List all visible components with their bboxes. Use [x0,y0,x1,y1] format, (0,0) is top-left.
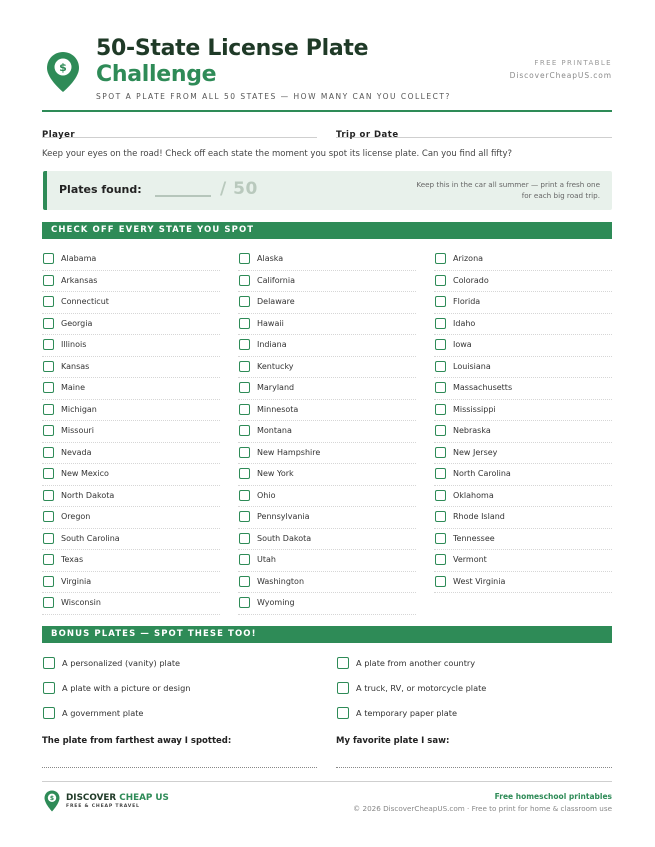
checkbox[interactable] [239,361,250,372]
checkbox[interactable] [239,296,250,307]
checkbox[interactable] [435,296,446,307]
state-label: Maine [61,383,86,392]
state-item[interactable] [238,292,416,314]
trip-date-field[interactable] [336,122,612,138]
header [42,36,612,102]
state-item[interactable] [238,529,416,551]
checkbox[interactable] [43,296,54,307]
state-label: Colorado [453,275,489,285]
favorite-plate-write-line[interactable] [336,767,612,768]
checkbox[interactable] [239,404,250,415]
dollar-location-pin-icon [46,51,80,93]
bonus-item-label: A personalized (vanity) plate [62,658,181,668]
checkbox[interactable] [239,554,250,565]
checkbox[interactable] [43,382,54,393]
state-item[interactable] [42,507,220,529]
state-item[interactable] [238,550,416,572]
bonus-item-label: A plate from another country [356,658,476,668]
checkbox[interactable] [435,425,446,436]
title-line-1: 50-State License Plate [96,36,369,61]
state-item[interactable] [434,378,612,400]
checkbox[interactable] [43,339,54,350]
state-item[interactable] [42,378,220,400]
state-item[interactable] [42,314,220,336]
state-item[interactable] [238,400,416,422]
state-item[interactable] [434,271,612,293]
svg-text:$: $ [49,795,55,802]
checkbox[interactable] [43,490,54,501]
checkbox[interactable] [43,275,54,286]
checkbox[interactable] [43,511,54,522]
state-item[interactable] [238,572,416,594]
state-label: Georgia [61,318,93,328]
state-label: Massachusetts [453,383,513,392]
state-item[interactable] [434,335,612,357]
state-label: Montana [257,426,292,435]
state-label: Alabama [61,254,97,263]
state-item[interactable] [434,464,612,486]
state-label: Utah [257,555,276,564]
state-label: New Jersey [453,447,498,457]
svg-text:$: $ [59,61,67,74]
checkbox[interactable] [239,576,250,587]
state-label: Kansas [61,361,90,371]
state-label: South Dakota [257,533,312,543]
state-item[interactable] [238,314,416,336]
checkbox[interactable] [43,361,54,372]
checkbox[interactable] [43,576,54,587]
state-item[interactable] [238,421,416,443]
state-label: Iowa [453,340,472,349]
checkbox[interactable] [43,468,54,479]
tagline: SPOT A PLATE FROM ALL 50 STATES — HOW MANY CAN YOU COLLECT? [96,92,451,101]
state-label: Nebraska [453,426,491,435]
state-item[interactable] [434,421,612,443]
state-label: Michigan [61,404,97,414]
state-label: Pennsylvania [257,512,310,521]
state-item[interactable] [42,464,220,486]
state-label: Kentucky [257,361,294,371]
checkbox[interactable] [239,382,250,393]
state-label: Minnesota [257,404,299,414]
state-label: Tennessee [453,533,495,543]
state-label: Mississippi [453,404,496,414]
state-label: Nevada [61,447,92,457]
state-item[interactable] [434,400,612,422]
bonus-section-heading: BONUS PLATES — SPOT THESE TOO! [42,626,612,643]
footer-brand-main: DISCOVER [66,793,120,803]
state-label: Florida [453,297,481,306]
checkbox[interactable] [43,707,55,719]
checkbox[interactable] [43,318,54,329]
state-label: Idaho [453,318,476,328]
state-item[interactable] [434,529,612,551]
state-item[interactable] [238,507,416,529]
state-label: Arizona [453,254,484,263]
checkbox[interactable] [435,468,446,479]
states-section-heading: CHECK OFF EVERY STATE YOU SPOT [42,222,612,239]
state-item[interactable] [238,357,416,379]
bonus-item-label: A government plate [62,708,144,718]
checkbox[interactable] [239,275,250,286]
state-label: Oregon [61,512,91,521]
checkbox[interactable] [239,253,250,264]
checkbox[interactable] [435,490,446,501]
state-label: Maryland [257,383,295,392]
state-label: Hawaii [257,318,284,328]
state-item[interactable] [42,400,220,422]
checkbox[interactable] [239,339,250,350]
state-label: Texas [61,555,84,564]
checkbox[interactable] [239,318,250,329]
state-label: New York [257,469,294,478]
checkbox[interactable] [239,425,250,436]
state-item[interactable] [42,421,220,443]
footer-brand-accent: CHEAP US [119,793,169,803]
state-label: New Mexico [61,469,109,478]
state-label: North Dakota [61,490,115,500]
state-item[interactable] [42,271,220,293]
state-item[interactable] [42,529,220,551]
state-item[interactable] [238,271,416,293]
state-item[interactable] [434,572,612,594]
states-column-1 [42,249,220,615]
farthest-plate-write-line[interactable] [42,767,317,768]
state-label: North Carolina [453,469,511,478]
plates-found-blank[interactable] [155,180,211,197]
state-item[interactable] [434,314,612,336]
checkbox[interactable] [43,425,54,436]
state-item[interactable] [238,378,416,400]
state-label: Rhode Island [453,512,505,521]
intro-text: Keep your eyes on the road! Check off each state the moment you spot its license plate. Can you find all fifty? [42,149,513,159]
state-item[interactable] [42,550,220,572]
checkbox[interactable] [239,468,250,479]
state-label: Wyoming [257,598,295,607]
player-field[interactable] [42,122,317,138]
checkbox[interactable] [43,533,54,544]
checkbox[interactable] [435,253,446,264]
checkbox[interactable] [43,253,54,264]
state-item[interactable] [42,443,220,465]
checkbox[interactable] [43,404,54,415]
state-item[interactable] [42,572,220,594]
player-label: Player [42,130,76,140]
state-item[interactable] [238,464,416,486]
state-label: South Carolina [61,533,120,543]
printable-page [42,36,612,813]
footer-brand [66,793,169,803]
header-divider [42,110,612,112]
checkbox[interactable] [435,554,446,565]
state-item[interactable] [434,486,612,508]
plates-found-note [400,179,600,201]
checkbox[interactable] [43,682,55,694]
favorite-plate-prompt: My favorite plate I saw: [336,736,450,746]
state-item[interactable] [238,249,416,271]
bonus-item-label: A truck, RV, or motorcycle plate [356,683,487,693]
state-item[interactable] [42,357,220,379]
state-label: Arkansas [61,275,98,285]
state-label: Wisconsin [61,598,101,607]
site-url: DiscoverCheapUS.com [509,71,612,80]
state-item[interactable] [42,335,220,357]
checkbox[interactable] [43,554,54,565]
plates-found-total: / 50 [220,179,258,199]
state-item[interactable] [434,507,612,529]
footer-copyright: © 2026 DiscoverCheapUS.com · Free to print for home & classroom use [353,804,612,813]
farthest-plate-prompt: The plate from farthest away I spotted: [42,736,232,746]
state-label: Louisiana [453,361,491,371]
state-item[interactable] [434,550,612,572]
note-line-2: for each big road trip. [521,191,600,200]
state-label: New Hampshire [257,447,321,457]
state-label: Washington [257,576,305,586]
checkbox[interactable] [239,533,250,544]
state-label: Ohio [257,490,276,500]
checkbox[interactable] [43,447,54,458]
checkbox[interactable] [435,382,446,393]
checkbox[interactable] [239,597,250,608]
state-item[interactable] [42,292,220,314]
state-label: Alaska [257,254,284,263]
checkbox[interactable] [239,490,250,501]
bonus-item-label: A temporary paper plate [356,708,457,718]
footer-tagline: Free homeschool printables [494,792,612,801]
state-label: Virginia [61,576,92,586]
checkbox[interactable] [435,275,446,286]
state-item[interactable] [42,593,220,615]
state-item[interactable] [238,486,416,508]
state-label: Delaware [257,297,295,306]
checkbox[interactable] [435,318,446,329]
checkbox[interactable] [435,533,446,544]
states-column-2 [238,249,416,615]
checkbox[interactable] [435,576,446,587]
checkbox[interactable] [337,657,349,669]
state-item[interactable] [238,443,416,465]
checkbox[interactable] [337,682,349,694]
footer-divider [42,781,612,782]
state-item[interactable] [42,249,220,271]
checkbox[interactable] [435,511,446,522]
state-item[interactable] [434,292,612,314]
footer-brand-sub: FREE & CHEAP TRAVEL [66,804,140,809]
state-item[interactable] [238,593,416,615]
state-label: Missouri [61,426,94,435]
checkbox[interactable] [239,447,250,458]
state-item[interactable] [434,357,612,379]
bonus-item-label: A plate with a picture or design [62,683,191,693]
state-item[interactable] [238,335,416,357]
checkbox[interactable] [43,597,54,608]
states-column-3 [434,249,612,593]
state-item[interactable] [434,249,612,271]
state-label: West Virginia [453,576,506,586]
checkbox[interactable] [435,404,446,415]
free-printable-label: FREE PRINTABLE [534,59,612,67]
checkbox[interactable] [337,707,349,719]
state-label: Oklahoma [453,490,494,500]
trip-date-label: Trip or Date [336,130,399,140]
state-label: Indiana [257,340,287,349]
state-label: Illinois [61,340,87,349]
checkbox[interactable] [435,339,446,350]
checkbox[interactable] [43,657,55,669]
checkbox[interactable] [435,447,446,458]
state-item[interactable] [42,486,220,508]
note-line-1: Keep this in the car all summer — print a fresh one [416,180,600,189]
checkbox[interactable] [239,511,250,522]
state-item[interactable] [434,443,612,465]
plates-found-label: Plates found: [59,183,142,196]
state-label: Connecticut [61,297,109,306]
state-label: Vermont [453,555,487,564]
state-label: California [257,275,295,285]
checkbox[interactable] [435,361,446,372]
plates-found-panel [43,171,612,210]
title-line-2: Challenge [96,62,217,87]
footer-dollar-pin-icon [44,790,60,812]
